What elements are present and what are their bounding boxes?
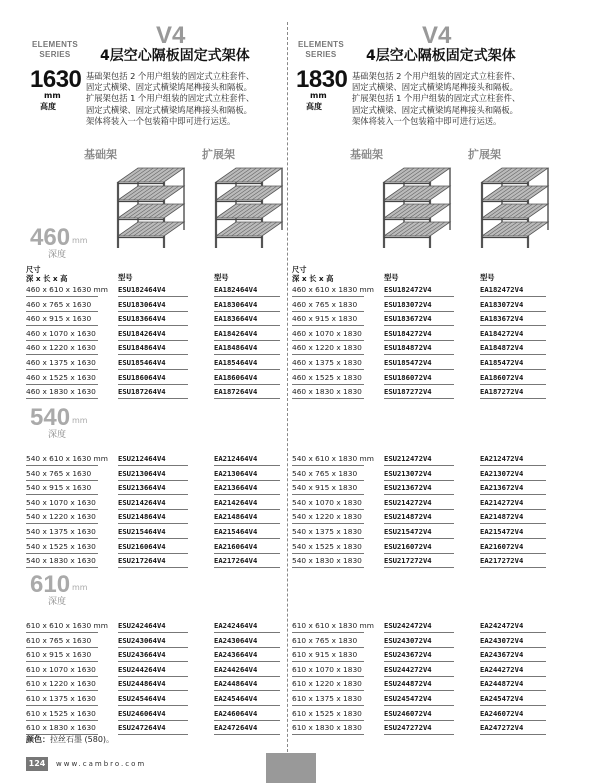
depth-label: 深度 bbox=[48, 597, 67, 607]
height-unit: mm bbox=[310, 91, 327, 100]
add-on-model-cell: EA247264V4 bbox=[214, 721, 280, 735]
base-model-cell: ESU212464V4 bbox=[118, 452, 188, 466]
size-cell: 610 x 1830 x 1630 bbox=[26, 721, 98, 735]
product-title: 4层空心隔板固定式架体 bbox=[366, 48, 516, 64]
depth-value: 540 bbox=[30, 404, 71, 431]
size-cell: 540 x 915 x 1630 bbox=[26, 481, 98, 495]
table-row bbox=[292, 298, 572, 313]
table-row bbox=[292, 452, 572, 467]
add-on-model-cell: EA244272V4 bbox=[480, 663, 546, 677]
base-model-cell: ESU182472V4 bbox=[384, 283, 454, 297]
add-on-model-cell: EA214872V4 bbox=[480, 510, 546, 524]
base-model-cell: ESU214272V4 bbox=[384, 496, 454, 510]
table-row bbox=[292, 356, 572, 371]
base-model-cell: ESU183672V4 bbox=[384, 312, 454, 326]
table-row bbox=[292, 648, 572, 663]
table-row bbox=[26, 707, 306, 722]
description-line: 基础架包括 2 个用户组装的固定式立柱套件、 bbox=[86, 71, 255, 81]
size-cell: 460 x 1070 x 1830 bbox=[292, 327, 364, 341]
color-note-label: 颜色： bbox=[26, 735, 50, 744]
table-row bbox=[26, 496, 306, 511]
add-on-model-cell: EA182464V4 bbox=[214, 283, 280, 297]
table-row bbox=[292, 525, 572, 540]
size-cell: 540 x 765 x 1630 bbox=[26, 467, 98, 481]
model-header-base: 型号 bbox=[118, 273, 133, 282]
base-model-cell: ESU184272V4 bbox=[384, 327, 454, 341]
add-on-model-cell: EA183064V4 bbox=[214, 298, 280, 312]
add-on-model-cell: EA187264V4 bbox=[214, 385, 280, 399]
height-label: 高度 bbox=[40, 102, 56, 111]
add-on-model-cell: EA247272V4 bbox=[480, 721, 546, 735]
base-model-cell: ESU213672V4 bbox=[384, 481, 454, 495]
base-model-cell: ESU187272V4 bbox=[384, 385, 454, 399]
base-model-cell: ESU213072V4 bbox=[384, 467, 454, 481]
model-header-add-on: 型号 bbox=[214, 273, 229, 282]
product-title: 4层空心隔板固定式架体 bbox=[100, 48, 250, 64]
add-on-model-cell: EA183672V4 bbox=[480, 312, 546, 326]
table-row bbox=[292, 634, 572, 649]
size-cell: 610 x 765 x 1830 bbox=[292, 634, 364, 648]
base-model-cell: ESU247272V4 bbox=[384, 721, 454, 735]
height-value: 1830 bbox=[296, 66, 348, 93]
depth-unit: mm bbox=[72, 416, 88, 425]
model-table bbox=[26, 283, 306, 400]
size-cell: 610 x 1830 x 1830 bbox=[292, 721, 364, 735]
add-on-model-cell: EA212464V4 bbox=[214, 452, 280, 466]
base-model-cell: ESU185464V4 bbox=[118, 356, 188, 370]
add-on-model-cell: EA185464V4 bbox=[214, 356, 280, 370]
size-cell: 610 x 1375 x 1630 bbox=[26, 692, 98, 706]
base-model-cell: ESU215464V4 bbox=[118, 525, 188, 539]
description-line: 扩展架包括 1 个用户组装的固定式立柱套件、 bbox=[352, 93, 521, 104]
size-cell: 540 x 1375 x 1830 bbox=[292, 525, 364, 539]
table-row bbox=[26, 648, 306, 663]
size-cell: 540 x 1220 x 1830 bbox=[292, 510, 364, 524]
add-on-model-cell: EA214864V4 bbox=[214, 510, 280, 524]
model-table bbox=[292, 452, 572, 569]
series-label bbox=[292, 40, 350, 60]
series-line: ELEMENTS bbox=[298, 40, 344, 49]
table-row bbox=[292, 663, 572, 678]
size-cell: 610 x 1525 x 1830 bbox=[292, 707, 364, 721]
add-on-model-cell: EA244872V4 bbox=[480, 677, 546, 691]
page-number: 124 bbox=[26, 757, 48, 771]
base-model-cell: ESU214864V4 bbox=[118, 510, 188, 524]
depth-value: 460 bbox=[30, 224, 71, 251]
base-model-cell: ESU245464V4 bbox=[118, 692, 188, 706]
table-row bbox=[26, 283, 306, 298]
size-cell: 610 x 1525 x 1630 bbox=[26, 707, 98, 721]
size-header-line: 尺寸 bbox=[26, 265, 41, 274]
table-row bbox=[292, 677, 572, 692]
add-on-model-cell: EA186064V4 bbox=[214, 371, 280, 385]
depth-label: 深度 bbox=[48, 430, 67, 440]
size-cell: 460 x 915 x 1630 bbox=[26, 312, 98, 326]
base-model-cell: ESU213064V4 bbox=[118, 467, 188, 481]
size-cell: 610 x 610 x 1630 mm bbox=[26, 619, 98, 633]
depth-unit: mm bbox=[72, 583, 88, 592]
description bbox=[352, 71, 574, 127]
table-row bbox=[26, 371, 306, 386]
table-row bbox=[292, 341, 572, 356]
size-cell: 540 x 1375 x 1630 bbox=[26, 525, 98, 539]
size-header-line: 深 x 长 x 高 bbox=[26, 273, 68, 283]
add-on-model-cell: EA216072V4 bbox=[480, 540, 546, 554]
table-row bbox=[292, 327, 572, 342]
size-cell: 460 x 1525 x 1830 bbox=[292, 371, 364, 385]
base-model-cell: ESU246072V4 bbox=[384, 707, 454, 721]
size-cell: 610 x 765 x 1630 bbox=[26, 634, 98, 648]
depth-label: 深度 bbox=[48, 250, 67, 260]
add-on-model-cell: EA185472V4 bbox=[480, 356, 546, 370]
description-line: 固定式横梁、固定式横梁鸠尾榫接头和隔板。 bbox=[86, 82, 252, 93]
size-cell: 540 x 1070 x 1630 bbox=[26, 496, 98, 510]
size-cell: 460 x 765 x 1830 bbox=[292, 298, 364, 312]
base-model-cell: ESU246064V4 bbox=[118, 707, 188, 721]
description-line: 架体将装入一个包装箱中即可进行运送。 bbox=[352, 115, 502, 126]
add-on-model-cell: EA245464V4 bbox=[214, 692, 280, 706]
size-cell: 610 x 915 x 1630 bbox=[26, 648, 98, 662]
base-model-cell: ESU243672V4 bbox=[384, 648, 454, 662]
size-cell: 540 x 1830 x 1830 bbox=[292, 554, 364, 568]
product-code: V4 bbox=[156, 22, 186, 49]
add-on-shelf-drawing bbox=[210, 164, 288, 252]
website-link[interactable]: www.cambro.com bbox=[56, 760, 147, 768]
size-cell: 610 x 1375 x 1830 bbox=[292, 692, 364, 706]
add-on-model-cell: EA212472V4 bbox=[480, 452, 546, 466]
model-header-add-on: 型号 bbox=[480, 273, 495, 282]
size-cell: 460 x 1220 x 1830 bbox=[292, 341, 364, 355]
table-row bbox=[26, 298, 306, 313]
base-model-cell: ESU217264V4 bbox=[118, 554, 188, 568]
base-unit-label: 基础架 bbox=[84, 148, 117, 161]
description-line: 固定式横梁、固定式横梁鸠尾榫接头和隔板。 bbox=[352, 104, 518, 115]
size-cell: 540 x 610 x 1630 mm bbox=[26, 452, 98, 466]
size-cell: 540 x 1070 x 1830 bbox=[292, 496, 364, 510]
description-line: 扩展架包括 1 个用户组装的固定式立柱套件、 bbox=[86, 93, 255, 104]
table-row bbox=[26, 634, 306, 649]
base-shelf-image bbox=[112, 164, 190, 256]
table-row bbox=[292, 510, 572, 525]
size-cell: 610 x 915 x 1830 bbox=[292, 648, 364, 662]
table-row bbox=[292, 554, 572, 569]
product-code: V4 bbox=[422, 22, 452, 49]
description-line: 固定式横梁、固定式横梁鸠尾榫接头和隔板。 bbox=[86, 104, 252, 115]
base-model-cell: ESU244264V4 bbox=[118, 663, 188, 677]
series-label bbox=[26, 40, 84, 60]
table-row bbox=[26, 619, 306, 634]
page-footer bbox=[26, 757, 186, 771]
model-table bbox=[26, 452, 306, 569]
description-line: 固定式横梁、固定式横梁鸠尾榫接头和隔板。 bbox=[352, 82, 518, 93]
table-row bbox=[292, 540, 572, 555]
add-on-model-cell: EA187272V4 bbox=[480, 385, 546, 399]
size-cell: 540 x 765 x 1830 bbox=[292, 467, 364, 481]
size-cell: 540 x 1220 x 1630 bbox=[26, 510, 98, 524]
size-cell: 460 x 1830 x 1630 bbox=[26, 385, 98, 399]
add-on-model-cell: EA213072V4 bbox=[480, 467, 546, 481]
base-model-cell: ESU216064V4 bbox=[118, 540, 188, 554]
base-model-cell: ESU242472V4 bbox=[384, 619, 454, 633]
add-on-model-cell: EA213672V4 bbox=[480, 481, 546, 495]
table-row bbox=[292, 496, 572, 511]
table-row bbox=[292, 619, 572, 634]
size-header-line: 尺寸 bbox=[292, 265, 307, 274]
add-on-model-cell: EA182472V4 bbox=[480, 283, 546, 297]
size-cell: 610 x 1070 x 1630 bbox=[26, 663, 98, 677]
add-on-model-cell: EA243064V4 bbox=[214, 634, 280, 648]
table-row bbox=[292, 371, 572, 386]
series-line: SERIES bbox=[305, 50, 337, 59]
base-model-cell: ESU242464V4 bbox=[118, 619, 188, 633]
table-row bbox=[292, 467, 572, 482]
size-cell: 460 x 1375 x 1630 bbox=[26, 356, 98, 370]
size-cell: 460 x 1830 x 1830 bbox=[292, 385, 364, 399]
base-model-cell: ESU184864V4 bbox=[118, 341, 188, 355]
add-on-unit-label: 扩展架 bbox=[468, 148, 501, 161]
size-cell: 610 x 1070 x 1830 bbox=[292, 663, 364, 677]
table-row bbox=[26, 481, 306, 496]
model-header-base: 型号 bbox=[384, 273, 399, 282]
table-row bbox=[292, 283, 572, 298]
add-on-model-cell: EA213664V4 bbox=[214, 481, 280, 495]
base-model-cell: ESU183664V4 bbox=[118, 312, 188, 326]
table-row bbox=[26, 312, 306, 327]
base-model-cell: ESU214264V4 bbox=[118, 496, 188, 510]
base-model-cell: ESU215472V4 bbox=[384, 525, 454, 539]
color-note bbox=[26, 734, 114, 745]
description bbox=[86, 71, 308, 127]
add-on-model-cell: EA216064V4 bbox=[214, 540, 280, 554]
table-row bbox=[26, 554, 306, 569]
description-line: 架体将装入一个包装箱中即可进行运送。 bbox=[86, 115, 236, 126]
base-model-cell: ESU186072V4 bbox=[384, 371, 454, 385]
add-on-model-cell: EA243664V4 bbox=[214, 648, 280, 662]
size-cell: 460 x 1070 x 1630 bbox=[26, 327, 98, 341]
base-model-cell: ESU186064V4 bbox=[118, 371, 188, 385]
base-model-cell: ESU244864V4 bbox=[118, 677, 188, 691]
size-cell: 540 x 1525 x 1830 bbox=[292, 540, 364, 554]
size-cell: 460 x 765 x 1630 bbox=[26, 298, 98, 312]
depth-unit: mm bbox=[72, 236, 88, 245]
size-cell: 460 x 610 x 1830 mm bbox=[292, 283, 364, 297]
model-table bbox=[292, 283, 572, 400]
table-row bbox=[292, 692, 572, 707]
add-on-shelf-image bbox=[210, 164, 288, 256]
base-model-cell: ESU213664V4 bbox=[118, 481, 188, 495]
size-cell: 460 x 915 x 1830 bbox=[292, 312, 364, 326]
gray-tab bbox=[266, 753, 316, 783]
base-model-cell: ESU183072V4 bbox=[384, 298, 454, 312]
add-on-model-cell: EA217264V4 bbox=[214, 554, 280, 568]
base-model-cell: ESU244272V4 bbox=[384, 663, 454, 677]
add-on-model-cell: EA244264V4 bbox=[214, 663, 280, 677]
add-on-model-cell: EA184272V4 bbox=[480, 327, 546, 341]
size-cell: 610 x 1220 x 1830 bbox=[292, 677, 364, 691]
size-cell: 540 x 610 x 1830 mm bbox=[292, 452, 364, 466]
base-shelf-drawing bbox=[378, 164, 456, 252]
base-model-cell: ESU216072V4 bbox=[384, 540, 454, 554]
depth-value: 610 bbox=[30, 571, 71, 598]
size-header bbox=[26, 266, 67, 283]
base-model-cell: ESU184872V4 bbox=[384, 341, 454, 355]
add-on-model-cell: EA186072V4 bbox=[480, 371, 546, 385]
table-row bbox=[26, 510, 306, 525]
table-row bbox=[292, 312, 572, 327]
add-on-model-cell: EA183072V4 bbox=[480, 298, 546, 312]
table-row bbox=[292, 385, 572, 400]
add-on-shelf-drawing bbox=[476, 164, 554, 252]
height-value: 1630 bbox=[30, 66, 82, 93]
add-on-model-cell: EA243672V4 bbox=[480, 648, 546, 662]
table-row bbox=[26, 677, 306, 692]
add-on-model-cell: EA242472V4 bbox=[480, 619, 546, 633]
model-table bbox=[26, 619, 306, 736]
series-line: ELEMENTS bbox=[32, 40, 78, 49]
size-cell: 540 x 1525 x 1630 bbox=[26, 540, 98, 554]
add-on-model-cell: EA215464V4 bbox=[214, 525, 280, 539]
add-on-unit-label: 扩展架 bbox=[202, 148, 235, 161]
table-row bbox=[26, 452, 306, 467]
base-model-cell: ESU217272V4 bbox=[384, 554, 454, 568]
base-model-cell: ESU247264V4 bbox=[118, 721, 188, 735]
table-row bbox=[26, 385, 306, 400]
table-row bbox=[26, 540, 306, 555]
add-on-model-cell: EA243072V4 bbox=[480, 634, 546, 648]
size-cell: 460 x 1525 x 1630 bbox=[26, 371, 98, 385]
add-on-model-cell: EA213064V4 bbox=[214, 467, 280, 481]
table-row bbox=[26, 356, 306, 371]
table-row bbox=[292, 707, 572, 722]
size-cell: 460 x 1375 x 1830 bbox=[292, 356, 364, 370]
size-cell: 460 x 1220 x 1630 bbox=[26, 341, 98, 355]
base-model-cell: ESU243664V4 bbox=[118, 648, 188, 662]
table-row bbox=[26, 692, 306, 707]
size-cell: 540 x 1830 x 1630 bbox=[26, 554, 98, 568]
size-cell: 460 x 610 x 1630 mm bbox=[26, 283, 98, 297]
base-model-cell: ESU187264V4 bbox=[118, 385, 188, 399]
table-row bbox=[292, 721, 572, 736]
height-unit: mm bbox=[44, 91, 61, 100]
model-table bbox=[292, 619, 572, 736]
add-on-model-cell: EA217272V4 bbox=[480, 554, 546, 568]
add-on-shelf-image bbox=[476, 164, 554, 256]
table-row bbox=[26, 525, 306, 540]
height-label: 高度 bbox=[306, 102, 322, 111]
base-model-cell: ESU183064V4 bbox=[118, 298, 188, 312]
base-model-cell: ESU243072V4 bbox=[384, 634, 454, 648]
add-on-model-cell: EA214264V4 bbox=[214, 496, 280, 510]
series-line: SERIES bbox=[39, 50, 71, 59]
add-on-model-cell: EA184264V4 bbox=[214, 327, 280, 341]
base-model-cell: ESU184264V4 bbox=[118, 327, 188, 341]
base-model-cell: ESU212472V4 bbox=[384, 452, 454, 466]
color-note-text: 拉丝石墨 (580)。 bbox=[50, 735, 115, 744]
base-model-cell: ESU243064V4 bbox=[118, 634, 188, 648]
add-on-model-cell: EA214272V4 bbox=[480, 496, 546, 510]
size-header-line: 深 x 长 x 高 bbox=[292, 273, 334, 283]
add-on-model-cell: EA242464V4 bbox=[214, 619, 280, 633]
base-shelf-drawing bbox=[112, 164, 190, 252]
size-cell: 610 x 610 x 1830 mm bbox=[292, 619, 364, 633]
description-line: 基础架包括 2 个用户组装的固定式立柱套件、 bbox=[352, 71, 521, 81]
size-header bbox=[292, 266, 333, 283]
table-row bbox=[26, 341, 306, 356]
add-on-model-cell: EA246072V4 bbox=[480, 707, 546, 721]
table-row bbox=[26, 663, 306, 678]
add-on-model-cell: EA244864V4 bbox=[214, 677, 280, 691]
add-on-model-cell: EA184872V4 bbox=[480, 341, 546, 355]
add-on-model-cell: EA215472V4 bbox=[480, 525, 546, 539]
add-on-model-cell: EA184864V4 bbox=[214, 341, 280, 355]
base-model-cell: ESU185472V4 bbox=[384, 356, 454, 370]
size-cell: 610 x 1220 x 1630 bbox=[26, 677, 98, 691]
add-on-model-cell: EA183664V4 bbox=[214, 312, 280, 326]
base-shelf-image bbox=[378, 164, 456, 256]
table-row bbox=[26, 327, 306, 342]
base-model-cell: ESU245472V4 bbox=[384, 692, 454, 706]
size-cell: 540 x 915 x 1830 bbox=[292, 481, 364, 495]
add-on-model-cell: EA245472V4 bbox=[480, 692, 546, 706]
base-unit-label: 基础架 bbox=[350, 148, 383, 161]
base-model-cell: ESU182464V4 bbox=[118, 283, 188, 297]
base-model-cell: ESU244872V4 bbox=[384, 677, 454, 691]
table-row bbox=[26, 467, 306, 482]
base-model-cell: ESU214872V4 bbox=[384, 510, 454, 524]
add-on-model-cell: EA246064V4 bbox=[214, 707, 280, 721]
table-row bbox=[292, 481, 572, 496]
